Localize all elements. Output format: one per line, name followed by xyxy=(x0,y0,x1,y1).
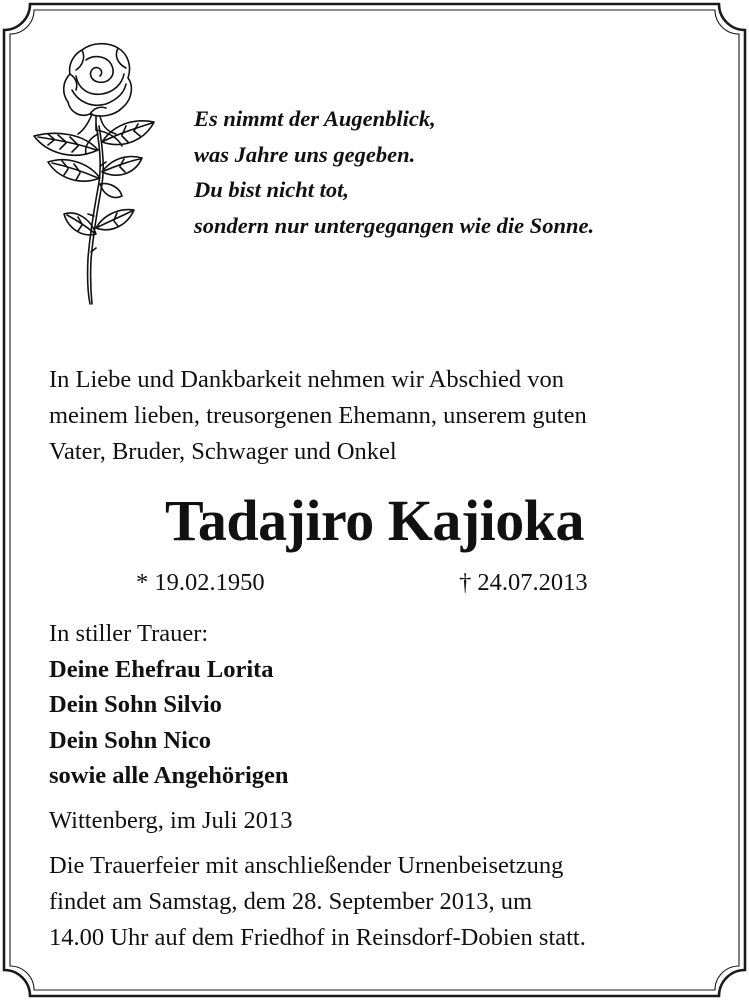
farewell-line: In Liebe und Dankbarkeit nehmen wir Abschied von xyxy=(49,366,565,393)
birth-date: * 19.02.1950 xyxy=(136,569,265,596)
farewell-line: Vater, Bruder, Schwager und Onkel xyxy=(49,438,397,465)
farewell-text xyxy=(49,362,729,470)
mourner-name: Dein Sohn Nico xyxy=(49,726,212,754)
funeral-line: findet am Samstag, dem 28. September 2013, um xyxy=(49,888,533,915)
funeral-line: Die Trauerfeier mit anschließender Urnenbeisetzung xyxy=(49,852,564,879)
poem xyxy=(194,101,734,243)
mourners-heading: In stiller Trauer: xyxy=(49,620,209,647)
farewell-line: meinem lieben, treusorgenen Ehemann, unserem guten xyxy=(49,402,587,429)
poem-line: was Jahre uns gegeben. xyxy=(194,141,416,167)
place-and-date: Wittenberg, im Juli 2013 xyxy=(49,807,293,834)
rose-icon xyxy=(30,38,160,308)
poem-line: sondern nur untergegangen wie die Sonne. xyxy=(194,212,595,238)
funeral-line: 14.00 Uhr auf dem Friedhof in Reinsdorf-Dobien statt. xyxy=(49,924,586,951)
mourner-name: Deine Ehefrau Lorita xyxy=(49,655,274,683)
poem-line: Du bist nicht tot, xyxy=(194,177,350,202)
poem-line: Es nimmt der Augenblick, xyxy=(194,106,436,131)
mourner-name: sowie alle Angehörigen xyxy=(49,762,289,789)
funeral-info xyxy=(49,848,729,956)
death-date: † 24.07.2013 xyxy=(459,569,588,596)
deceased-name: Tadajiro Kajioka xyxy=(164,488,585,553)
mourners-list xyxy=(49,616,729,794)
mourner-name: Dein Sohn Silvio xyxy=(49,691,222,718)
